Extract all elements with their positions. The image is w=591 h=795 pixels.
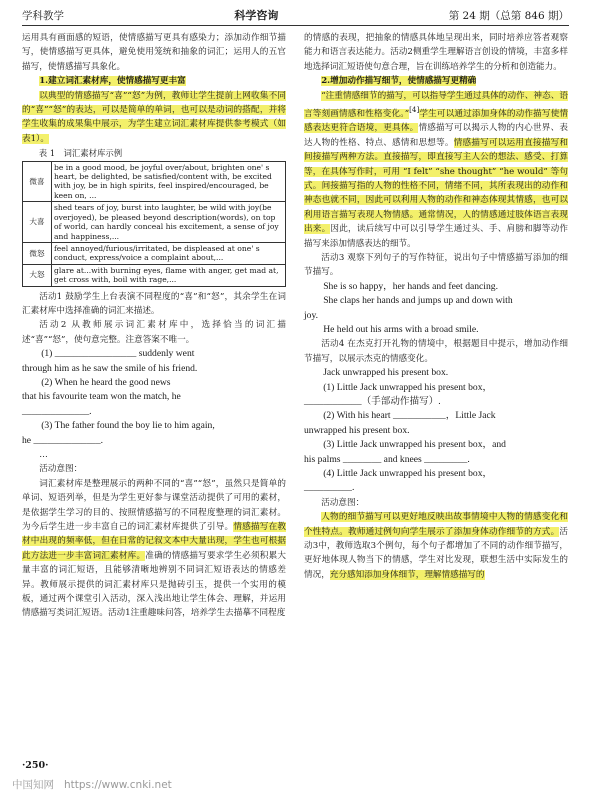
paragraph: 运用具有画面感的短语，使情感描写更具有感染力；添加动作细节描写，使情感描写更具体，避免使用笼统和抽象的词汇；运用人的五官描写，使情感描写具象化。 [22, 33, 286, 72]
right-column [304, 31, 568, 582]
example-sentence: joy. [304, 309, 319, 321]
exercise-line: unwrapped his present box. [304, 424, 410, 436]
section-heading [22, 74, 286, 88]
table-cell-value: feel annoyed/furious/irritated, be displeased at one' s conduct, express/voice a complaint about,... [52, 242, 286, 264]
paragraph: 活动2 从教师展示词汇素材库中，选择恰当的词汇描述“喜”“怒”，使句意完整。注意答案不唯一。 [22, 320, 286, 345]
table-cell-key: 大喜 [23, 202, 52, 243]
section-heading-text: 1.建立词汇素材库，使情感描写更丰富 [39, 76, 186, 87]
paragraph: 活动1 鼓励学生上台表演不同程度的“喜”和“怒”，其余学生在词汇素材库中选择准确的词汇来描述。 [22, 291, 286, 316]
table-cell-value: shed tears of joy, burst into laughter, be wild with joy(be overjoyed), be pleased beyond description(words), on top of world, can hardly conceal his excitement, a sense of joy and happiness,... [52, 202, 286, 243]
watermark-footer [12, 777, 182, 792]
paragraph-text: 活动3中，教师选取3个例句，每个句子都增加了不同的动作细节描写，更好地体现人物当下的情感，学生对比发现，联想生活中实际发生的情况， [304, 526, 568, 580]
paragraph-text: 因此，读后续写中可以引导学生通过头、手、肩膀和脚等动作描写来添加情感表达的细节。 [304, 224, 568, 249]
paragraph [22, 89, 286, 147]
exercise-line: (1) Little Jack unwrapped his present box， [323, 381, 493, 393]
exercise-line: his palms ________ and knees _________. [304, 453, 470, 465]
highlighted-text: 情感描写可以运用直接描写和间接描写两种方法。直接描写，即直接写主人公的想法、感受、打算等，在具体写作时，可用 “I felt” “she thought” “he would” 等句式。间接描写指的人物的性格不同，情绪不同，其所表现出的动作和神态也就不同，因此可以利用人物的动作和神态体现其情感，也可以利用语言描写表现人物情感。通常情况，人的情感通过肢体语言表现出来。 [304, 137, 568, 235]
highlighted-text: 学生可以通过添加身体的动作描写使情感表达更符合语境，更具体。 [304, 108, 568, 134]
table-row [23, 161, 286, 202]
paragraph: 的情感的表现，把抽象的情感具体地呈现出来，同时培养应答者观察能力和语言表达能力。活动2侧重学生理解语言创设的情境，丰富多样地选择词汇短语使句意合理，旨在训练培养学生的分析和创造能力。 [304, 33, 568, 72]
highlighted-text: 人物的细节描写可以更好地反映出故事情境中人物的情感变化和个性特点。教师通过例句向学生展示了添加身体动作细节的方式。 [304, 512, 568, 537]
journal-title: 科学咨询 [234, 9, 279, 22]
paragraph [304, 510, 568, 582]
section-heading-text: 2.增加动作描写细节，使情感描写更精确 [321, 76, 477, 87]
example-sentence: She is so happy，her hands and feet dancing. [323, 280, 498, 292]
paragraph-text: 情感描写可以揭示人物的内心世界、表达人物的性格、特点、感情和思想等。 [304, 123, 568, 148]
table-caption: 表 1 词汇素材库示例 [38, 148, 123, 159]
table-row [23, 202, 286, 243]
vocabulary-table [22, 161, 286, 287]
paragraph [22, 477, 286, 621]
exercise-line: (3) Little Jack unwrapped his present box，and [323, 439, 506, 451]
highlighted-text: 情感描写在教材中出现的频率低，但在日常的记叙文本中大量出现，学生也可根据此方法进一步丰富词汇素材库。 [22, 522, 286, 561]
paragraph: 活动3 观察下列句子的写作特征，说出句子中情感描写添加的细节描写。 [304, 252, 568, 278]
cnki-brand: 中国知网 [12, 779, 54, 791]
exercise-line: ______________. [22, 405, 92, 417]
paragraph: 活动4 在杰克打开礼物的情境中，根据题目中提示，增加动作细节描写，以展示杰克的情感变化。 [304, 339, 568, 364]
paragraph-text: 词汇素材库是整理展示的两种不同的“喜”“怒”，虽然只是简单的单词、短语列举，但是为学生更好参与课堂活动提供了可用的素材，是依据学生学习的目的、按照情感描写的不同程度整理的词汇素材。为今后学生进一步丰富自己的词汇素材库提供了引导。 [22, 478, 286, 533]
example-sentence: She claps her hands and jumps up and down with [323, 295, 513, 307]
exercise-line: that his favourite team won the match, he [22, 391, 181, 403]
exercise-line: __________. [304, 482, 355, 494]
page-number: ·250· [22, 760, 49, 771]
highlighted-text: 充分感知添加身体细节，理解情感描写的 [329, 569, 485, 580]
exercise-line: (3) The father found the boy lie to him again, [41, 420, 215, 432]
highlighted-text: “注重情感细节的描写，可以指导学生通过具体的动作、神态、语言等刻画情感和性格变化。” [304, 90, 568, 119]
highlighted-text: 以典型的情感描写“喜”“怒”为例，教师让学生提前上网收集不同的“喜”“怒”的表达，可以是简单的单词，也可以是动词的搭配，并将学生收集的成果集中展示，为学生建立词汇素材库提供参考模式（如表1）。 [22, 90, 286, 144]
citation-ref: [4] [409, 105, 420, 115]
paragraph [304, 89, 568, 251]
exercise-line: (2) When he heard the good news [41, 376, 171, 388]
page-header [22, 8, 569, 22]
exercise-line: (4) Little Jack unwrapped his present box， [323, 468, 493, 480]
ellipsis: … [39, 450, 48, 460]
exercise-line: through him as he saw the smile of his friend. [22, 362, 198, 374]
example-sentence: Jack unwrapped his present box. [323, 367, 449, 379]
left-column [22, 31, 286, 621]
table-cell-value: glare at...with burning eyes, flame with anger, get mad at, get cross with, boil with rage,... [52, 264, 286, 286]
example-sentence: He held out his arms with a broad smile. [323, 323, 479, 335]
header-rule [22, 25, 569, 26]
cnki-url[interactable]: https://www.cnki.net [64, 779, 172, 791]
intent-label: 活动意图： [39, 464, 83, 475]
table-row [23, 242, 286, 264]
table-cell-value: be in a good mood, be joyful over/about, brighten one' s heart, be delighted, be satisfied/content with, be excited with joy, be in high spirits, feel inspired/encouraged, be keen on, ... [52, 161, 286, 202]
paragraph-text: 准确的情感描写要求学生必须积累大量丰富的词汇短语，且能够清晰地辨别不同词汇短语表达的情感差异。教师展示提供的词汇素材库只是抛砖引玉，提供一个实用的模板，通过两个课堂引入活动，深入浅出地让学生体会、理解，并运用情感描写类词汇短语。活动1注重趣味问答，培养学生去描摹不同程度 [22, 550, 286, 619]
table-cell-key: 大怒 [23, 264, 52, 286]
exercise-line: ____________（手部动作描写）. [304, 396, 441, 408]
table-cell-key: 微喜 [23, 161, 52, 202]
header-section: 学科教学 [22, 9, 64, 22]
exercise-line: (1) _________________ suddenly went [41, 348, 195, 360]
issue-number: 第 24 期（总第 846 期） [448, 9, 569, 22]
exercise-line: he ______________. [22, 434, 104, 446]
table-row [23, 264, 286, 286]
section-heading [304, 74, 568, 88]
table-cell-key: 微怒 [23, 242, 52, 264]
exercise-line: (2) With his heart ___________，Little Jack [323, 410, 496, 422]
intent-label: 活动意图： [321, 497, 365, 508]
